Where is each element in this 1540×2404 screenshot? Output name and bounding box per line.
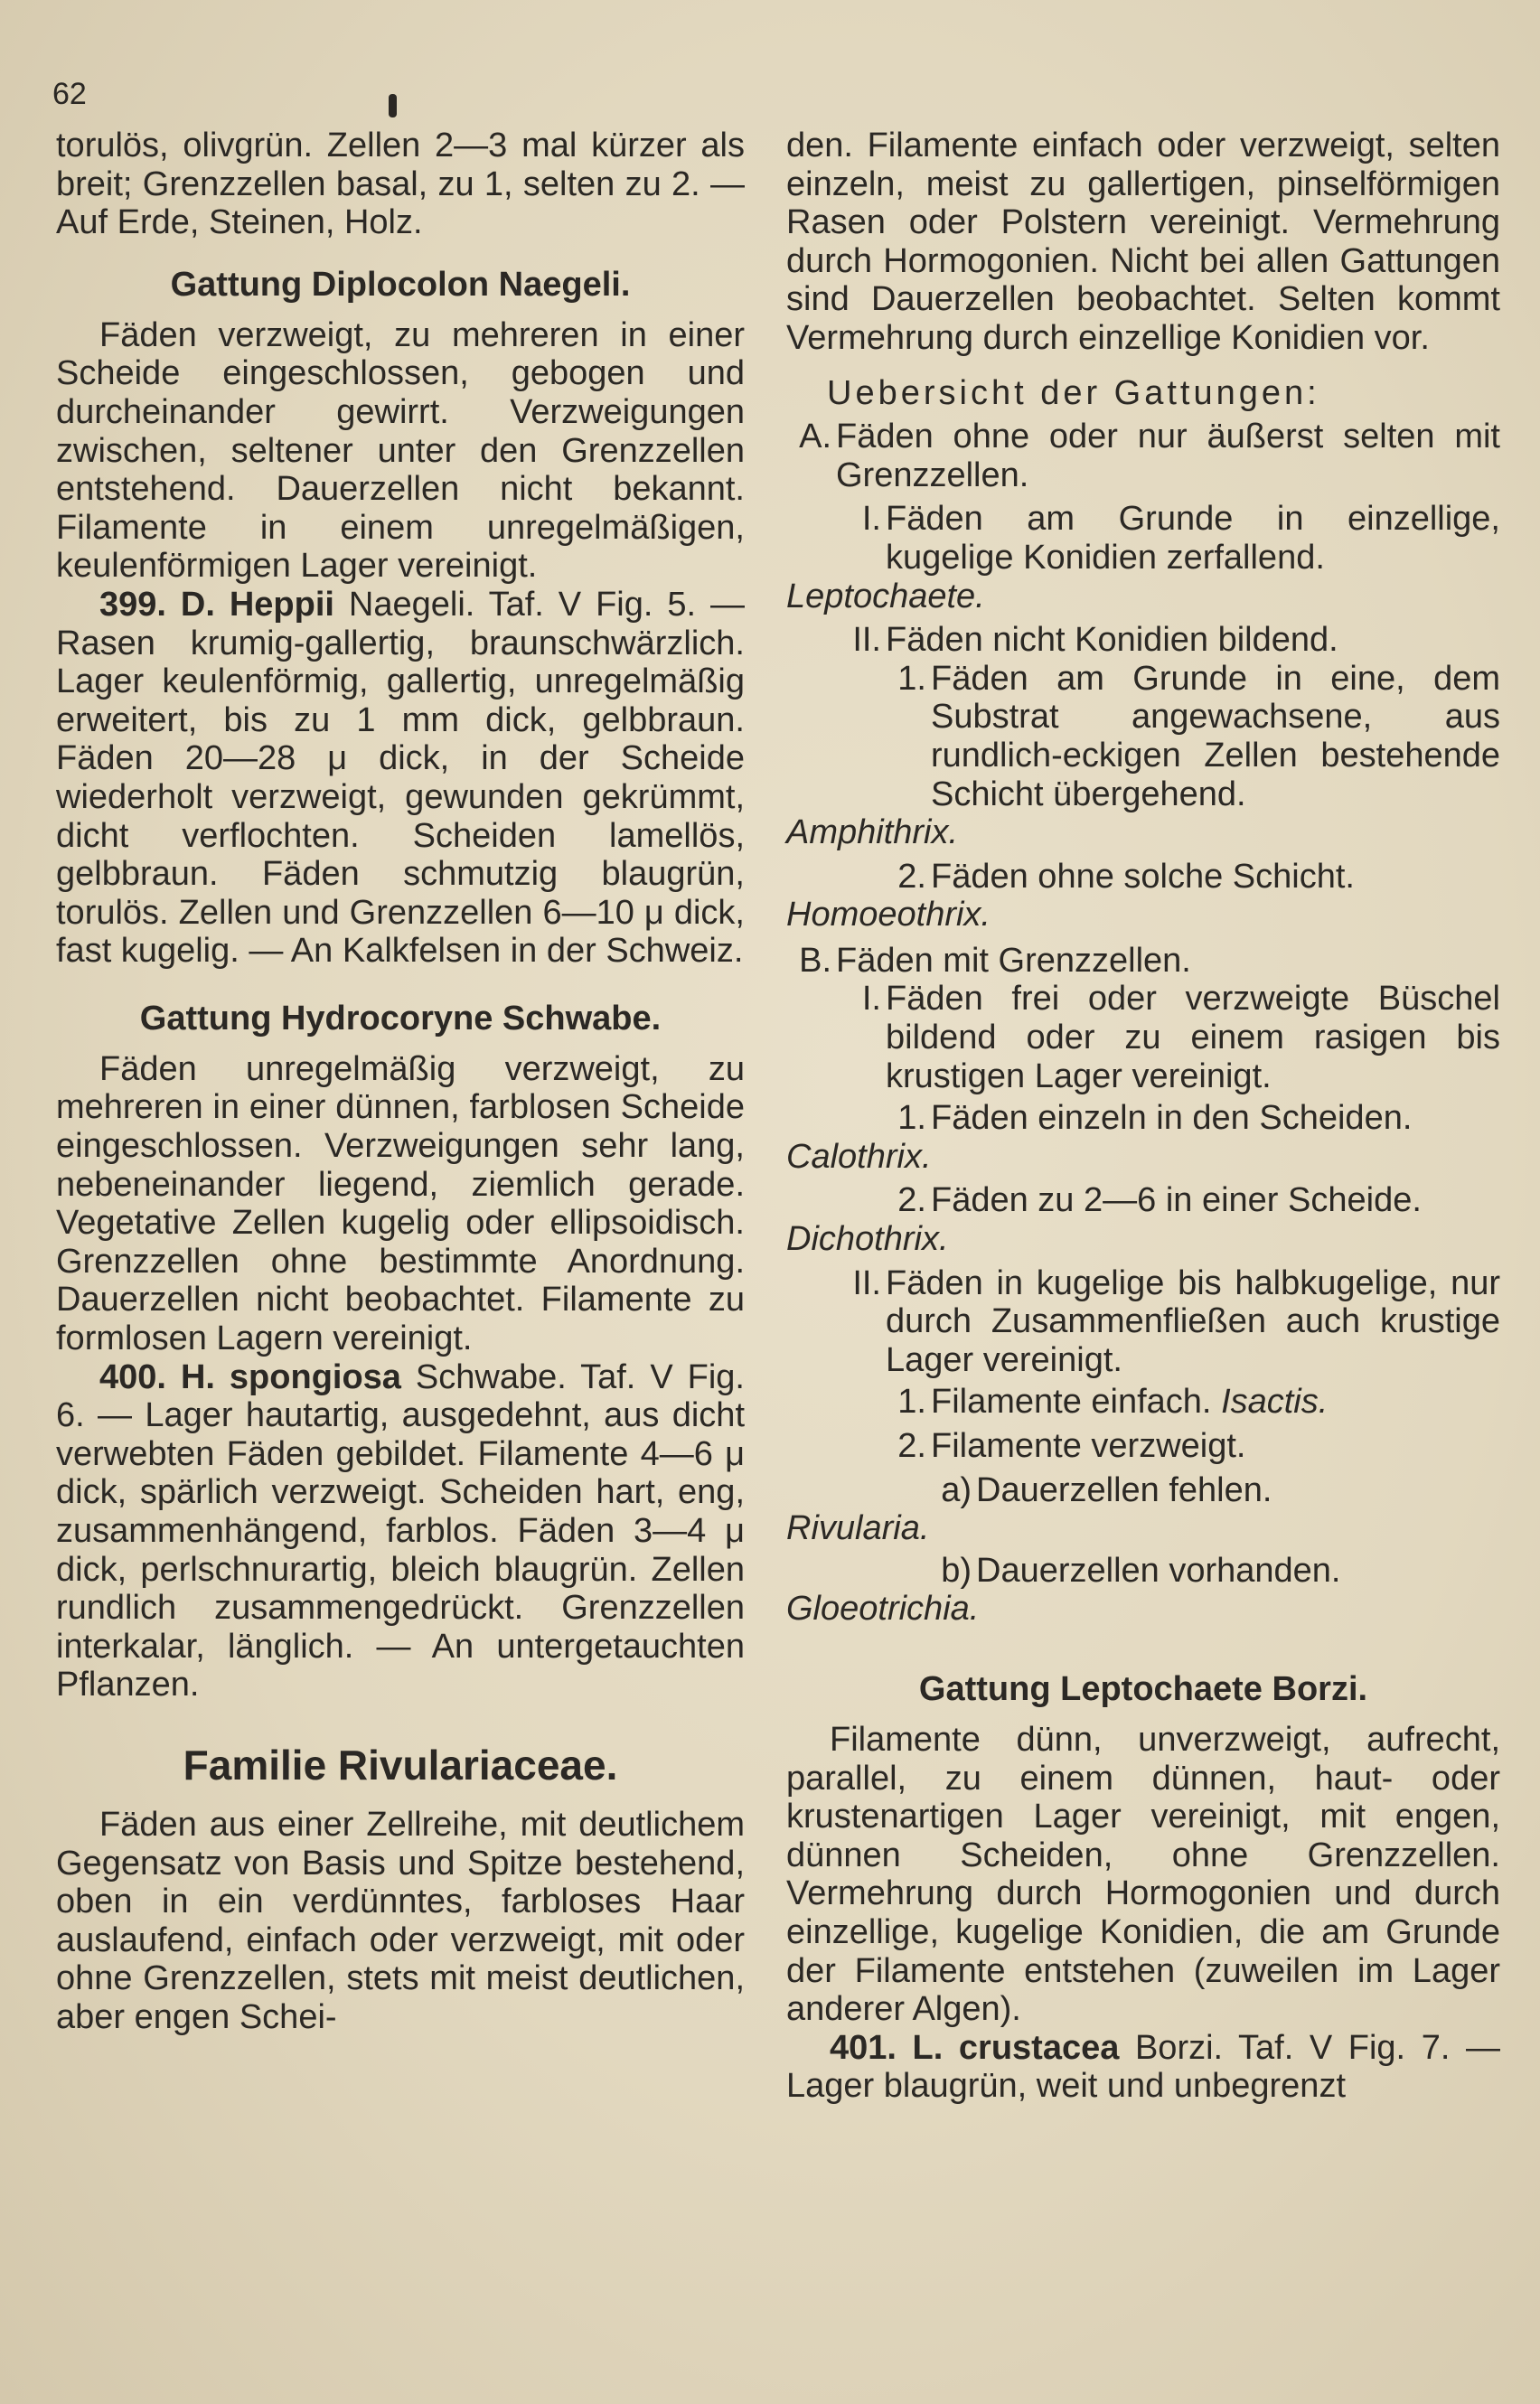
- key-item-B-II-1: [786, 1383, 1500, 1422]
- key-item-B-II: [786, 1264, 1500, 1380]
- species-text-401: Borzi. Taf. V Fig. 7. — Lager blaugrün, weit und unbegrenzt: [786, 2028, 1500, 2106]
- key-item-A-II: [786, 621, 1500, 660]
- key-result-rivularia: Rivularia.: [786, 1509, 930, 1548]
- key-marker-A-II: II.: [852, 621, 881, 660]
- key-item-B-I-1: [786, 1099, 1500, 1138]
- species-name-400: 400. H. spongiosa: [99, 1357, 401, 1396]
- key-marker-A: A.: [799, 418, 831, 456]
- key-marker-B-II-2: 2.: [897, 1427, 926, 1465]
- key-result-calothrix: Calothrix.: [786, 1137, 932, 1176]
- key-text-A-II: Fäden nicht Konidien bildend.: [886, 621, 1338, 660]
- genus-heading-leptochaete: Gattung Leptochaete Borzi.: [918, 1669, 1368, 1708]
- genus-description-leptochaete: Filamente dünn, unverzweigt, aufrecht, parallel, zu einem dünnen, haut- oder krustenartigen Lager vereinigt, mit engen, dünnen Scheiden, ohne Grenzzellen. Vermehrung durch Hormogonien und durch einzellige, kugelige Konidien, die am Grunde der Filamente entstehen (zuweilen im Lager anderer Algen).: [786, 1720, 1500, 2029]
- key-marker-A-I: I.: [861, 500, 881, 539]
- key-text-B-I-2: Fäden zu 2—6 in einer Scheide.: [931, 1181, 1422, 1220]
- key-marker-B-I-1: 1.: [897, 1099, 926, 1138]
- family-description: Fäden aus einer Zellreihe, mit deutlichem Gegensatz von Basis und Spitze bestehend, oben in ein verdünntes, farbloses Haar auslaufend, einfach oder verzweigt, mit oder ohne Grenzzellen, stets mit meist deutlichen, aber engen Schei-: [56, 1805, 745, 2036]
- key-text-B-II: Fäden in kugelige bis halbkugelige, nur durch Zusammenfließen auch krustige Lager vereinigt.: [886, 1263, 1500, 1379]
- key-item-A: [786, 418, 1500, 494]
- key-text-B-II-2-b: Dauerzellen vorhanden.: [976, 1551, 1341, 1590]
- key-marker-A-II-2: 2.: [897, 857, 926, 896]
- key-marker-B-II-2-b: b): [941, 1551, 972, 1590]
- key-item-B-II-2: [786, 1427, 1500, 1466]
- key-marker-B: B.: [799, 941, 831, 980]
- key-item-B: [786, 942, 1500, 981]
- key-item-A-I: [786, 500, 1500, 577]
- genus-heading-diplocolon: Gattung Diplocolon Naegeli.: [170, 265, 631, 304]
- key-marker-B-I: I.: [861, 980, 881, 1019]
- key-text-B-II-2: Filamente verzweigt.: [931, 1427, 1246, 1465]
- species-text-400: Schwabe. Taf. V Fig. 6. — Lager hautartig, ausgedehnt, aus dicht verwebten Fäden gebildet. Filamente 4—6 μ dick, spärlich verzweigt. Scheiden hart, eng, zusammenhängend, farblos. Fäden 3—4 μ dick, perlschnurartig, bleich blaugrün. Zellen rundlich zusammengedrückt. Grenzzellen interkalar, länglich. — An untergetauchten Pflanzen.: [56, 1357, 745, 1704]
- key-text-A-I: Fäden am Grunde in einzellige, kugelige Konidien zerfallend.: [886, 500, 1500, 577]
- species-entry-399: [56, 586, 745, 971]
- genus-heading-hydrocoryne: Gattung Hydrocoryne Schwabe.: [139, 999, 662, 1038]
- key-text-B: Fäden mit Grenzzellen.: [836, 941, 1191, 980]
- key-item-A-II-2: [786, 858, 1500, 897]
- key-text-A: Fäden ohne oder nur äußerst selten mit Grenzzellen.: [836, 418, 1500, 494]
- page-number: 62: [52, 77, 87, 111]
- family-description-continuation: den. Filamente einfach oder verzweigt, selten einzeln, meist zu gallertigen, pinselförmigen Rasen oder Polstern vereinigt. Vermehrung durch Hormogonien. Nicht bei allen Gattungen sind Dauerzellen beobachtet. Selten kommt Vermehrung durch einzellige Konidien vor.: [786, 127, 1500, 357]
- key-item-B-II-2-b: [786, 1552, 1500, 1591]
- key-text-A-II-2: Fäden ohne solche Schicht.: [931, 857, 1355, 896]
- key-result-leptochaete: Leptochaete.: [786, 577, 985, 615]
- key-result-amphithrix: Amphithrix.: [786, 813, 959, 852]
- species-name-399: 399. D. Heppii: [99, 585, 334, 624]
- key-result-gloeotrichia: Gloeotrichia.: [786, 1590, 980, 1629]
- key-text-B-II-2-a: Dauerzellen fehlen.: [976, 1470, 1272, 1509]
- key-item-A-II-1: [786, 660, 1500, 813]
- key-item-B-I-2: [786, 1181, 1500, 1220]
- key-marker-B-II-2-a: a): [941, 1470, 972, 1509]
- overview-heading: Uebersicht der Gattungen:: [827, 373, 1320, 412]
- genus-description-diplocolon: Fäden verzweigt, zu mehreren in einer Scheide eingeschlossen, gebogen und durcheinander gewirrt. Verzweigungen zwischen, seltener unter den Grenzzellen entstehend. Dauerzellen nicht bekannt. Filamente in einem unregelmäßigen, keulenförmigen Lager vereinigt.: [56, 315, 745, 586]
- key-marker-B-II-1: 1.: [897, 1383, 926, 1422]
- key-text-B-II-1: Filamente einfach.: [931, 1383, 1212, 1422]
- left-column: [56, 127, 745, 2037]
- key-marker-A-II-1: 1.: [897, 659, 926, 698]
- key-result-dichothrix: Dichothrix.: [786, 1220, 949, 1259]
- ink-mark: [389, 94, 397, 117]
- species-text-399: Naegeli. Taf. V Fig. 5. — Rasen krumig-gallertig, braunschwärzlich. Lager keulenförmig, gallertig, unregelmäßig erweitert, bis zu 1 mm dick, gelbbraun. Fäden 20—28 μ dick, in der Scheide wiederholt verzweigt, gewunden gekrümmt, dicht verflochten. Scheiden lamellös, gelbbraun. Fäden schmutzig blaugrün, torulös. Zellen und Grenzzellen 6—10 μ dick, fast kugelig. — An Kalkfelsen in der Schweiz.: [56, 585, 745, 971]
- intro-paragraph: torulös, olivgrün. Zellen 2—3 mal kürzer als breit; Grenzzellen basal, zu 1, selten zu 2. — Auf Erde, Steinen, Holz.: [56, 127, 745, 242]
- species-entry-400: [56, 1358, 745, 1704]
- key-marker-B-I-2: 2.: [897, 1181, 926, 1220]
- key-text-B-I: Fäden frei oder verzweigte Büschel bildend oder zu einem rasigen bis krustigen Lager vereinigt.: [886, 980, 1500, 1095]
- species-entry-401: [786, 2029, 1500, 2106]
- key-result-isactis: Isactis.: [1221, 1383, 1329, 1422]
- key-text-A-II-1: Fäden am Grunde in eine, dem Substrat angewachsene, aus rundlich-eckigen Zellen bestehende Schicht übergehend.: [931, 659, 1500, 813]
- genus-description-hydrocoryne: Fäden unregelmäßig verzweigt, zu mehreren in einer dünnen, farblosen Scheide eingeschlossen. Verzweigungen sehr lang, nebeneinander liegend, ziemlich gerade. Vegetative Zellen kugelig oder ellipsoidisch. Grenzzellen ohne bestimmte Anordnung. Dauerzellen nicht beobachtet. Filamente zu formlosen Lagern vereinigt.: [56, 1049, 745, 1358]
- key-item-B-I: [786, 980, 1500, 1095]
- right-column: [786, 127, 1500, 2106]
- key-text-B-I-1: Fäden einzeln in den Scheiden.: [931, 1099, 1413, 1138]
- family-heading-rivulariaceae: Familie Rivulariaceae.: [183, 1741, 618, 1789]
- species-name-401: 401. L. crustacea: [830, 2028, 1120, 2067]
- key-marker-B-II: II.: [852, 1263, 881, 1302]
- key-result-homoeothrix: Homoeothrix.: [786, 896, 991, 934]
- key-item-B-II-2-a: [786, 1471, 1500, 1510]
